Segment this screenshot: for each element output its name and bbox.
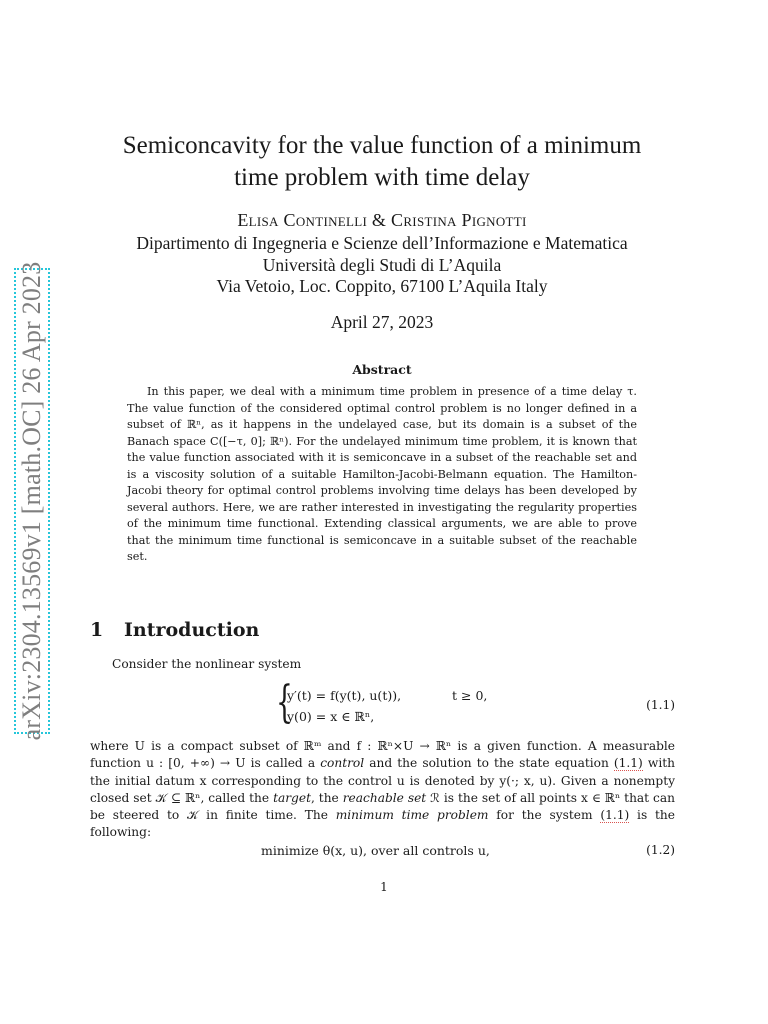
text-run: is the following:	[90, 808, 675, 840]
affiliation	[80, 233, 684, 298]
affiliation-line-2: Università degli Studi di L’Aquila	[262, 254, 502, 275]
equation-ref-link[interactable]: (1.1)	[613, 756, 643, 771]
equation-line-2: y(0) = x ∈ ℝⁿ,	[287, 709, 375, 724]
text-run: for the system	[488, 808, 601, 823]
emphasis-minimum-time-problem: minimum time problem	[335, 808, 489, 823]
equation-minimize: minimize θ(x, u), over all controls u,	[261, 843, 490, 858]
equation-condition: t ≥ 0,	[452, 688, 488, 703]
title-line-2: time problem with time delay	[234, 164, 530, 191]
main-paragraph	[90, 738, 675, 842]
emphasis-reachable-set: reachable set	[342, 790, 427, 805]
arxiv-identifier-text: arXiv:2304.13569v1 [math.OC] 26 Apr 2023	[17, 261, 46, 741]
paper-date: April 27, 2023	[330, 312, 434, 332]
title-line-1: Semiconcavity for the value function of a minimum	[122, 132, 642, 159]
abstract-heading: Abstract	[352, 362, 412, 377]
equation-number-1-1: (1.1)	[646, 698, 675, 712]
paper-title	[80, 130, 684, 194]
affiliation-line-3: Via Vetoio, Loc. Coppito, 67100 L’Aquila Italy	[216, 276, 548, 296]
abstract-body: In this paper, we deal with a minimum time problem in presence of a time delay τ. The value function of the considered optimal control problem is no longer defined in a subset of ℝⁿ, as it happens in the undelayed case, but its domain is a subset of the Banach space C([−τ, 0]; ℝⁿ). For the undelayed minimum time problem, it is known that the value function associated with it is semiconcave in a subset of the reachable set and is a viscosity solution of a suitable Hamilton-Jacobi-Belmann equation. The Hamilton-Jacobi theory for optimal control problems involving time delays has been developed by several authors. Here, we are rather interested in investigating the regularity properties of the minimum time functional. Extending classical arguments, we are able to prove that the minimum time functional is semiconcave in a suitable subset of the reachable set.	[127, 385, 637, 563]
left-brace: {	[276, 677, 293, 728]
text-run: with the initial datum x corresponding to the control u is denoted by y(·; x, u). Given a nonempty closed set 𝒦 ⊆ ℝⁿ, called the	[90, 756, 675, 805]
text-run: and the solution to the state equation	[364, 756, 614, 771]
text-run: , the	[310, 790, 343, 805]
equation-line-1: y′(t) = f(y(t), u(t)),	[287, 688, 402, 703]
equation-ref-link[interactable]: (1.1)	[600, 808, 630, 823]
affiliation-line-1: Dipartimento di Ingegneria e Scienze dell’Informazione e Matematica	[136, 233, 628, 253]
section-number: 1	[90, 619, 104, 641]
emphasis-control: control	[320, 756, 365, 771]
emphasis-target: target	[273, 790, 311, 805]
arxiv-identifier-link[interactable]	[14, 261, 50, 741]
authors: Elisa Continelli & Cristina Pignotti	[237, 210, 527, 230]
section-title: Introduction	[124, 619, 260, 641]
text-run: ℛ is the set of all points x ∈ ℝⁿ that can be steered to 𝒦 in finite time. The	[90, 790, 675, 823]
page-number: 1	[380, 880, 388, 894]
equation-number-1-2: (1.2)	[646, 843, 675, 857]
intro-lead-paragraph: Consider the nonlinear system	[112, 657, 302, 671]
text-run: where U is a compact subset of ℝᵐ and f : ℝⁿ×U → ℝⁿ is a given function. A measurable function u : [0, +∞) → U is called a	[90, 739, 675, 771]
section-heading	[90, 619, 259, 641]
